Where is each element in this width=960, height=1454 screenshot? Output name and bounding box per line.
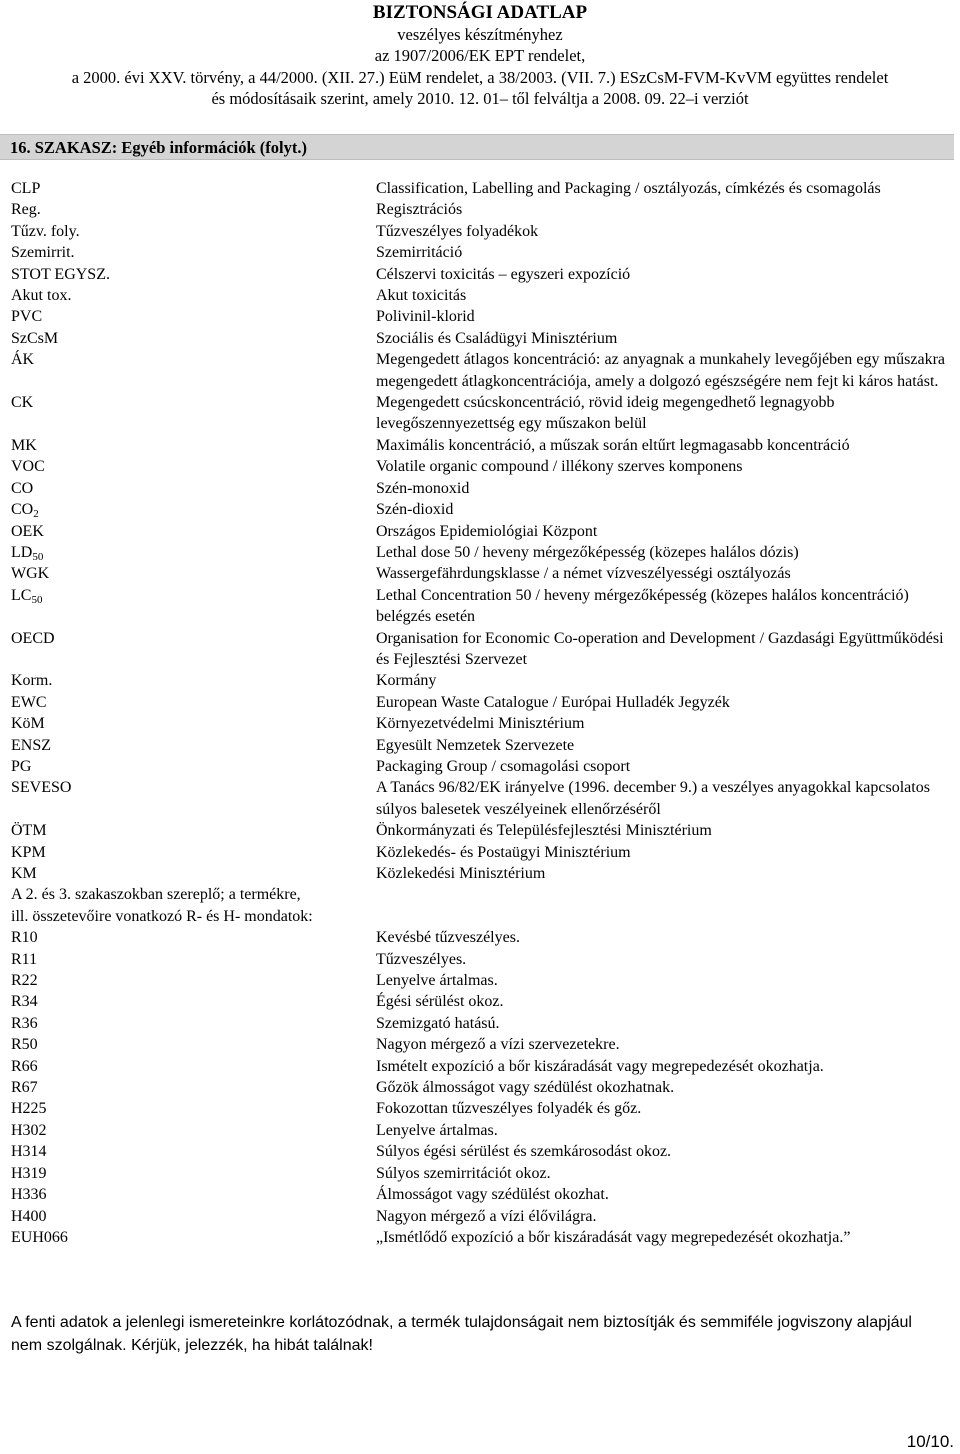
abbreviation-row <box>11 499 951 520</box>
abbreviation-term: Tűzv. foly. <box>11 222 80 240</box>
phrase-text: Nagyon mérgező a vízi élővilágra. <box>376 1207 597 1225</box>
abbreviation-term: OEK <box>11 522 44 540</box>
abbreviation-row <box>11 670 951 691</box>
phrase-text: Fokozottan tűzveszélyes folyadék és gőz. <box>376 1100 642 1118</box>
abbreviation-definition: Tűzveszélyes folyadékok <box>376 222 539 240</box>
phrase-row <box>11 1163 951 1184</box>
abbreviation-definition: Közlekedés- és Postaügyi Minisztérium <box>376 843 631 861</box>
phrases-intro-line-1: A 2. és 3. szakaszokban szereplő; a termékre, <box>11 886 301 904</box>
abbreviation-row <box>11 306 951 327</box>
abbreviation-row <box>11 199 951 220</box>
abbreviation-definition: Regisztrációs <box>376 201 463 219</box>
disclaimer-note: A fenti adatok a jelenlegi ismereteinkre korlátozódnak, a termék tulajdonságait nem biztosítják és semmiféle jogviszony alapjául nem szolgálnak. Kérjük, jelezzék, ha hibát találnak! <box>11 1314 912 1354</box>
header-line-4: és módosításaik szerint, amely 2010. 12. 01– től felváltja a 2008. 09. 22–i verziót <box>211 89 749 109</box>
abbreviation-term: PVC <box>11 308 43 326</box>
abbreviation-row <box>11 349 951 392</box>
abbreviation-definition: Polivinil-klorid <box>376 308 475 326</box>
phrase-row <box>11 1077 951 1098</box>
term-main: LD <box>11 543 33 561</box>
phrase-text: „Ismétlődő expozíció a bőr kiszáradását vagy megrepedezését okozhatja.” <box>376 1228 851 1246</box>
abbreviation-definition: A Tanács 96/82/EK irányelve (1996. december 9.) a veszélyes anyagokkal kapcsolatos súlyos balesetek veszélyeinek ellenőrzéséről <box>376 779 930 818</box>
abbreviation-term: SEVESO <box>11 779 72 797</box>
abbreviation-term: KöM <box>11 715 45 733</box>
phrase-code: H336 <box>11 1186 47 1204</box>
phrase-row <box>11 1206 951 1227</box>
abbreviation-row <box>11 242 951 263</box>
abbreviation-definition: Wassergefährdungsklasse / a német vízveszélyességi osztályozás <box>376 565 791 583</box>
phrase-text: Lenyelve ártalmas. <box>376 1121 498 1139</box>
abbreviation-term: MK <box>11 436 37 454</box>
term-subscript: 50 <box>32 550 44 563</box>
phrase-text: Lenyelve ártalmas. <box>376 972 498 990</box>
phrase-text: Álmosságot vagy szédülést okozhat. <box>376 1186 609 1204</box>
abbreviation-row <box>11 692 951 713</box>
abbreviation-definition: Környezetvédelmi Minisztérium <box>376 715 585 733</box>
abbreviation-term: STOT EGYSZ. <box>11 265 110 283</box>
abbreviation-definition: Célszervi toxicitás – egyszeri expozíció <box>376 265 631 283</box>
phrase-code: R34 <box>11 993 38 1011</box>
abbreviation-term: ENSZ <box>11 736 51 754</box>
abbreviation-definition: Szemirritáció <box>376 244 463 262</box>
header-line-2: az 1907/2006/EK EPT rendelet, <box>374 46 586 66</box>
phrase-code: H314 <box>11 1143 47 1161</box>
phrase-text: Súlyos égési sérülést és szemkárosodást okoz. <box>376 1143 672 1161</box>
phrase-text: Gőzök álmosságot vagy szédülést okozhatnak. <box>376 1079 675 1097</box>
abbreviation-row <box>11 285 951 306</box>
abbreviation-list <box>11 178 951 1248</box>
abbreviation-row <box>11 756 951 777</box>
abbreviation-term: PG <box>11 757 32 775</box>
abbreviation-row <box>11 221 951 242</box>
abbreviation-definition: Organisation for Economic Co-operation and Development / Gazdasági Együttműködési és Fejlesztési Szervezet <box>376 629 944 668</box>
term-subscript: 2 <box>33 508 39 521</box>
abbreviation-definition: Megengedett átlagos koncentráció: az anyagnak a munkahely levegőjében egy műszakra megengedett átlagkoncentrációja, amely a dolgozó egészségére nem fejt ki káros hatást. <box>376 351 945 390</box>
phrase-code: R67 <box>11 1079 38 1097</box>
phrase-row <box>11 1227 951 1248</box>
abbreviation-term <box>11 499 376 520</box>
section-header-bar <box>0 134 954 160</box>
phrase-row <box>11 949 951 970</box>
abbreviation-row <box>11 435 951 456</box>
phrase-row <box>11 1141 951 1162</box>
term-main: LC <box>11 586 32 604</box>
abbreviation-definition: Önkormányzati és Településfejlesztési Minisztérium <box>376 822 712 840</box>
term-subscript: 50 <box>31 593 43 606</box>
phrase-code: H319 <box>11 1164 47 1182</box>
abbreviation-row <box>11 820 951 841</box>
phrase-text: Égési sérülést okoz. <box>376 993 504 1011</box>
abbreviation-term: Reg. <box>11 201 41 219</box>
abbreviation-term <box>11 542 376 563</box>
phrase-text: Nagyon mérgező a vízi szervezetekre. <box>376 1036 620 1054</box>
phrase-row <box>11 1056 951 1077</box>
abbreviation-row <box>11 478 951 499</box>
abbreviation-row <box>11 842 951 863</box>
phrase-code: H400 <box>11 1207 47 1225</box>
abbreviation-term: OECD <box>11 629 55 647</box>
abbreviation-term: SzCsM <box>11 329 59 347</box>
phrase-row <box>11 927 951 948</box>
abbreviation-definition: Szén-dioxid <box>376 501 454 519</box>
header-line-3: a 2000. évi XXV. törvény, a 44/2000. (XII. 27.) EüM rendelet, a 38/2003. (VII. 7.) ESzCsM-FVM-KvVM együttes rendelet <box>71 67 889 87</box>
abbreviation-term: EWC <box>11 693 47 711</box>
phrase-code: R66 <box>11 1057 38 1075</box>
abbreviation-row <box>11 542 951 563</box>
abbreviation-row <box>11 392 951 435</box>
phrase-row <box>11 1013 951 1034</box>
abbreviation-term: CK <box>11 394 34 412</box>
phrase-code: EUH066 <box>11 1228 68 1246</box>
abbreviation-definition: Kormány <box>376 672 437 690</box>
phrase-text: Tűzveszélyes. <box>376 950 467 968</box>
phrase-code: H225 <box>11 1100 47 1118</box>
phrase-row <box>11 991 951 1012</box>
abbreviation-definition: Közlekedési Minisztérium <box>376 865 546 882</box>
phrase-row <box>11 1184 951 1205</box>
abbreviation-row <box>11 713 951 734</box>
abbreviation-row <box>11 264 951 285</box>
abbreviation-term: WGK <box>11 565 50 583</box>
abbreviation-term: KM <box>11 865 37 882</box>
abbreviation-definition: Lethal Concentration 50 / heveny mérgezőképesség (közepes halálos koncentráció) belégzés esetén <box>376 586 909 626</box>
document-title: BIZTONSÁGI ADATLAP <box>372 2 588 23</box>
phrase-code: R50 <box>11 1036 38 1054</box>
abbreviation-definition: Országos Epidemiológiai Központ <box>376 522 598 540</box>
abbreviation-definition: Szociális és Családügyi Minisztérium <box>376 329 618 347</box>
phrase-text: Szemizgató hatású. <box>376 1014 500 1032</box>
abbreviation-row <box>11 777 951 820</box>
abbreviation-term <box>11 585 376 628</box>
phrase-code: R11 <box>11 950 38 968</box>
abbreviation-term: KPM <box>11 843 46 861</box>
abbreviation-row <box>11 456 951 477</box>
abbreviation-row <box>11 585 951 628</box>
abbreviation-row <box>11 178 951 199</box>
abbreviation-term: ÁK <box>11 351 35 369</box>
phrase-row <box>11 1098 951 1119</box>
abbreviation-definition: European Waste Catalogue / Európai Hulladék Jegyzék <box>376 693 730 711</box>
abbreviation-definition: Akut toxicitás <box>376 287 467 305</box>
abbreviation-definition: Lethal dose 50 / heveny mérgezőképesség (közepes halálos dózis) <box>376 543 799 561</box>
abbreviation-row <box>11 563 951 584</box>
phrase-code: H302 <box>11 1121 47 1139</box>
term-main: CO <box>11 501 34 519</box>
abbreviation-row <box>11 521 951 542</box>
phrase-row <box>11 1120 951 1141</box>
phrase-text: Súlyos szemirritációt okoz. <box>376 1164 551 1182</box>
abbreviation-definition: Szén-monoxid <box>376 479 470 497</box>
abbreviation-definition: Maximális koncentráció, a műszak során eltűrt legmagasabb koncentráció <box>376 436 850 454</box>
abbreviation-row <box>11 328 951 349</box>
abbreviation-term: Akut tox. <box>11 287 72 305</box>
phrase-code: R36 <box>11 1014 38 1032</box>
abbreviation-definition: Volatile organic compound / illékony szerves komponens <box>376 458 743 476</box>
abbreviation-definition: Megengedett csúcskoncentráció, rövid ideig megengedhető legnagyobb levegőszennyezettség egy műszakon belül <box>376 394 835 433</box>
phrase-text: Ismételt expozíció a bőr kiszáradását vagy megrepedezését okozhatja. <box>376 1057 824 1075</box>
phrase-code: R10 <box>11 929 38 947</box>
abbreviation-row <box>11 735 951 756</box>
abbreviation-term: Szemirrit. <box>11 244 75 262</box>
abbreviation-term: CO <box>11 479 34 497</box>
phrases-intro-line-2: ill. összetevőire vonatkozó R- és H- mondatok: <box>11 907 313 925</box>
phrase-row <box>11 1034 951 1055</box>
abbreviation-term: ÖTM <box>11 822 47 840</box>
abbreviation-definition: Egyesült Nemzetek Szervezete <box>376 736 575 754</box>
abbreviation-row <box>11 863 951 884</box>
abbreviation-term: Korm. <box>11 672 53 690</box>
abbreviation-definition: Packaging Group / csomagolási csoport <box>376 757 631 775</box>
abbreviation-term: VOC <box>11 458 45 476</box>
phrase-text: Kevésbé tűzveszélyes. <box>376 929 520 947</box>
document-header <box>0 2 960 110</box>
abbreviation-term: CLP <box>11 180 41 197</box>
page-number: 10/10. <box>906 1432 954 1451</box>
section-title: 16. SZAKASZ: Egyéb információk (folyt.) <box>10 138 307 157</box>
phrase-code: R22 <box>11 972 38 990</box>
phrase-row <box>11 970 951 991</box>
abbreviation-definition: Classification, Labelling and Packaging / osztályozás, címkézés és csomagolás <box>376 180 881 197</box>
header-line-1: veszélyes készítményhez <box>397 25 563 44</box>
abbreviation-row <box>11 628 951 671</box>
